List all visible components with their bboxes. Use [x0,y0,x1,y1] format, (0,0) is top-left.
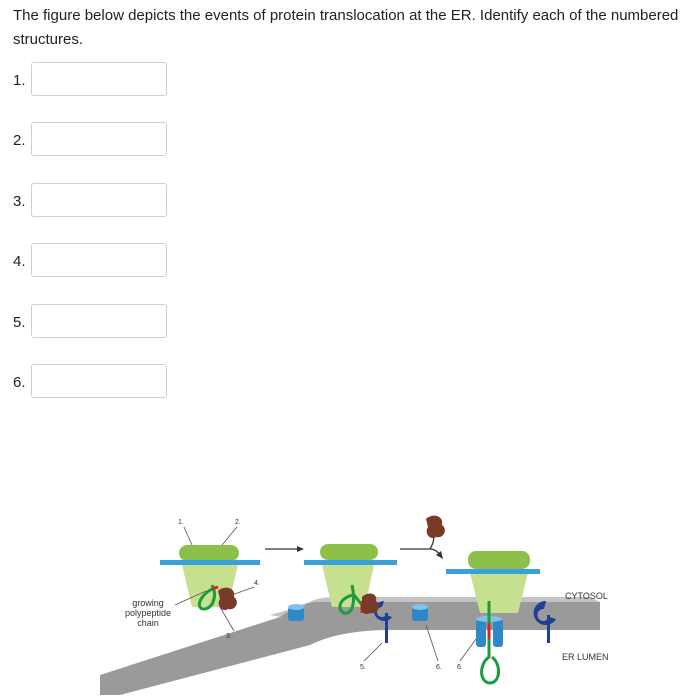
answer-number-1: 1. [13,72,26,89]
translocon-closed-2 [412,604,428,621]
label-2: 2. [235,519,241,526]
ribosome-large-subunit-3 [470,573,528,613]
answer-input-5[interactable] [31,304,167,338]
answer-row-2 [13,122,213,158]
ribosome-small-subunit-2 [320,544,378,560]
ribosome-1 [160,545,260,607]
signal-sequence-1 [212,587,218,589]
answer-input-1[interactable] [31,62,167,96]
answer-input-6[interactable] [31,364,167,398]
answer-row-5 [13,304,213,340]
answer-input-2[interactable] [31,122,167,156]
answer-row-1 [13,62,213,98]
translocation-diagram [100,505,620,695]
label-6a: 6. [436,664,442,671]
question-text: The figure below depicts the events of protein translocation at the ER. Identify each of the numbered structures. [13,7,679,48]
er-membrane [100,602,600,695]
answer-input-3[interactable] [31,183,167,217]
answer-row-4 [13,243,213,279]
label-3: 3. [226,633,232,640]
ribosome-small-subunit-3 [468,551,530,569]
label-growing: growing [132,598,164,608]
label-4: 4. [254,580,260,587]
translocation-figure [100,505,620,695]
answer-number-3: 3. [13,193,26,210]
label-er-lumen: ER LUMEN [562,652,609,662]
answer-number-2: 2. [13,132,26,149]
srp-2 [361,594,379,615]
label-polypeptide: polypeptide [124,608,172,618]
mrna-2 [304,560,397,565]
answer-input-4[interactable] [31,243,167,277]
answer-row-6 [13,364,213,400]
label-6b: 6. [457,664,463,671]
label-5: 5. [360,664,366,671]
mrna-1 [160,560,260,565]
answer-row-3 [13,183,213,219]
label-1: 1. [178,519,184,526]
label-cytosol: CYTOSOL [565,591,608,601]
released-srp [426,516,445,538]
translocon-closed-1 [288,604,304,621]
answer-number-5: 5. [13,314,26,331]
srp-receptor-stalk-3 [547,615,550,643]
answer-number-6: 6. [13,374,26,391]
arrow-1 [265,546,304,552]
srp-1 [218,588,237,610]
srp-receptor-stalk-2 [385,613,388,643]
label-chain: chain [137,618,159,628]
answer-number-4: 4. [13,253,26,270]
ribosome-small-subunit-1 [179,545,239,561]
mrna-3 [446,569,540,574]
